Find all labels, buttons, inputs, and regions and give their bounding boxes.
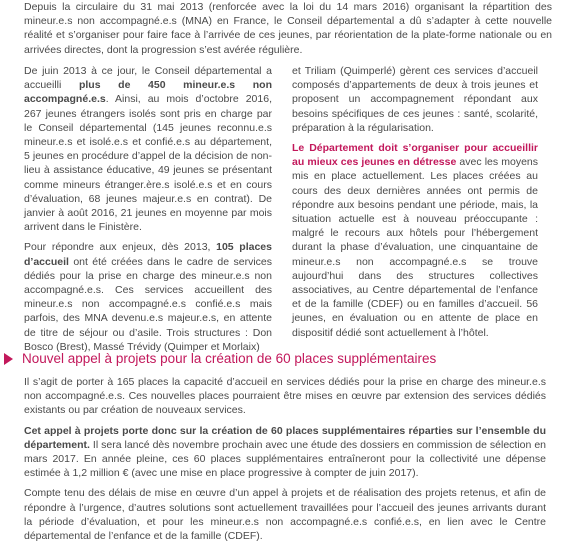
section-body <box>24 375 546 549</box>
left-p2-text-c: ont été créées dans le cadre de services dédiés pour la prise en charge des mineur.e.s non accompagné.e.s. Ces services accueillent des mineur.e.s non accompagné.e.s confié.e.s mais parfois, des MNA devenu.e.s majeur.e.s, en attente de titre de séjour ou d’asile. Trois structures : Don Bosco (Brest), Massé Trévidy (Quimper et Morlaix) <box>24 255 272 353</box>
right-paragraph-1: et Triliam (Quimperlé) gèrent ces services d’accueil composés d’appartements de deux à trois jeunes et proposent un accompagnement répondant aux besoins spécifiques de ces jeunes : santé, scolarité, préparation à la régularisation. <box>292 65 538 134</box>
left-paragraph-1 <box>24 64 272 234</box>
left-p2-bold: 105 places d’accueil <box>24 241 272 268</box>
left-p1-text-c: . Ainsi, au mois d’octobre 2016, 267 jeunes étrangers isolés sont pris en charge par le Conseil départemental (145 jeunes reconnu.e.s mineur.e.s et isolé.e.s et confié.e.s au département, 5 jeunes en procédure d’appel de la décision de non-lieu à assistance éducative, 49 jeunes se présentant comme mineurs étranger.ère.s isolé.e.s et en cours d’évaluation, 68 jeunes majeur.e.s en contrat). De janvier à août 2016, 21 jeunes en moyenne par mois arrivent dans le Finistère. <box>24 93 272 234</box>
section-paragraph-1: Il s’agit de porter à 165 places la capacité d’accueil en services dédiés pour la prise en charge des mineur.e.s non accompagné.e.s. Ces nouvelles places pourraient être mises en œuvre par extension des services dédiés existants ou par création de nouveaux services. <box>24 376 546 417</box>
section-p2-bold: Cet appel à projets porte donc sur la création de 60 places supplémentaires réparties sur l’ensemble du département. <box>24 424 546 451</box>
left-p2-text-a: Pour répondre aux enjeux, dès 2013, <box>24 241 217 254</box>
section-paragraph-2 <box>24 424 546 481</box>
section-paragraph-3: Compte tenu des délais de mise en œuvre d’un appel à projets et de réalisation des projets retenus, et afin de répondre à l’urgence, d’autres solutions sont actuellement travaillées pour l’accueil des jeunes arrivants durant la période d’évaluation, et pour les mineur.e.s non accompagné.e.s confié.e.s, en lien avec le Centre départemental de l’enfance et de la famille (CDEF). <box>24 487 546 543</box>
left-p1-bold: plus de 450 mineur.e.s non accompagné.e.s <box>24 79 272 106</box>
right-paragraph-2 <box>292 141 538 340</box>
section-header <box>0 350 570 368</box>
section-appel-a-projets <box>0 350 570 543</box>
arrow-right-icon <box>4 353 13 365</box>
intro-paragraph: Depuis la circulaire du 31 mai 2013 (renforcée avec la loi du 14 mars 2016) organisant la répartition des mineur.e.s non accompagné.e.s (MNA) en France, le Conseil départemental a dû s’adapter à cette nouvelle réalité et s’organiser pour faire face à l’arrivée de ces jeunes, par réorientation de la plate-forme nationale ou en arrivées directes, dont la progression s’est avérée régulière. <box>24 1 552 56</box>
left-p1-text-a: De juin 2013 à ce jour, le Conseil départemental a accueilli <box>24 65 272 92</box>
right-p2-highlight: Le Département doit s’organiser pour accueillir au mieux ces jeunes en détresse <box>292 142 538 169</box>
right-column <box>292 64 538 346</box>
section-p2-text: Il sera lancé dès novembre prochain avec une étude des dossiers en commission de sélection en mars 2017. En année pleine, ces 60 places supplémentaires entraîneront pour la collectivité une dépense estimée à 1,2 million € (avec une mise en place progressive à compter de juin 2017). <box>24 438 546 480</box>
left-paragraph-2 <box>24 240 272 354</box>
left-column <box>24 64 272 360</box>
section-title: Nouvel appel à projets pour la création de 60 places supplémentaires <box>22 351 437 366</box>
right-p2-text: avec les moyens mis en place actuellement. Les places créées au cours des deux dernières années ont permis de répondre aux besoins pendant une période, mais, la situation actuelle est à nouveau préoccupante : malgré le recours aux hôtels pour l’hébergement durant la phase d’évaluation, une cinquantaine de mineur.e.s non accompagné.e.s se trouve aujourd’hui dans des structures collectives associatives, au Centre départemental de l’enfance et de la famille (CDEF) ou en familles d’accueil. 56 jeunes, en évaluation ou en attente de place en dispositif dédié sont actuellement à l’hôtel. <box>292 156 538 339</box>
